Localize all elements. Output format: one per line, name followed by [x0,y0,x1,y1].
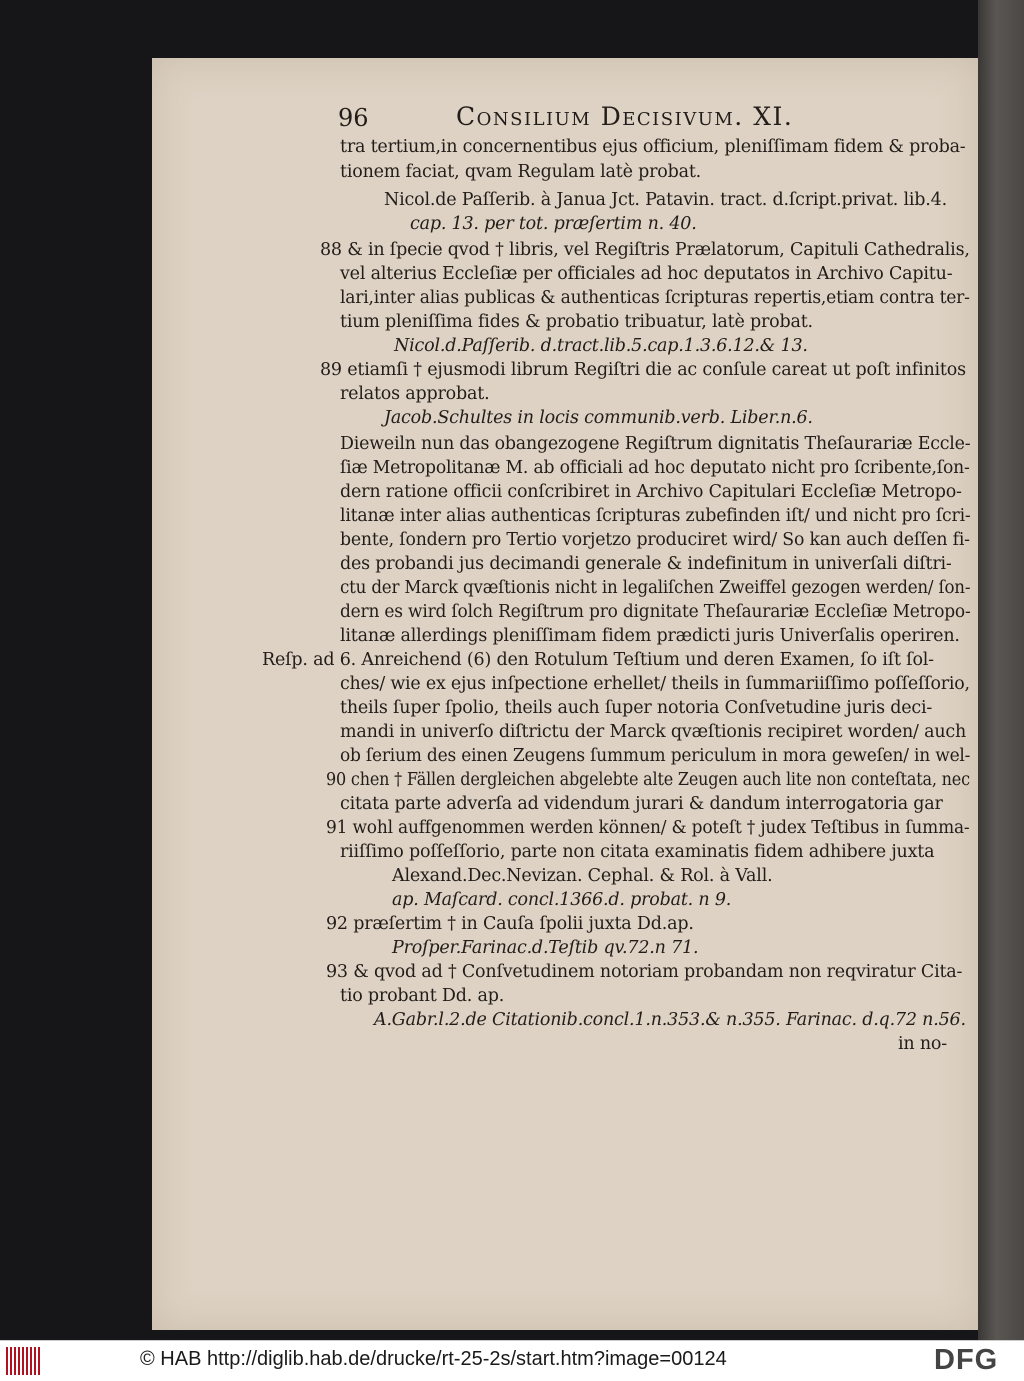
text-line: 88 & in ſpecie qvod † libris, vel Regiſtris Prælatorum, Capituli Cathedralis, [320,240,970,260]
text-line: 93 & qvod ad † Conſvetudinem notoriam probandam non reqviratur Cita- [326,962,963,982]
text-line: dern ratione officii conſcribiret in Archivo Capitulari Eccleſiæ Metropo- [340,482,962,502]
text-line: Proſper.Farinac.d.Teſtib qv.72.n 71. [392,938,699,958]
red-barcode-icon [6,1347,42,1375]
text-line: Dieweiln nun das obangezogene Regiſtrum dignitatis Theſaurariæ Eccle- [340,434,971,454]
text-line: Reſp. ad 6. Anreichend (6) den Rotulum Teſtium und deren Examen, ſo iſt ſol- [262,650,934,670]
text-line: ctu der Marck qvæſtionis nicht in legaliſchen Zweiffel gezogen werden/ ſon- [340,578,971,598]
text-line: cap. 13. per tot. præſertim n. 40. [410,214,697,234]
text-line: A.Gabr.l.2.de Citationib.concl.1.n.353.& n.355. Farinac. d.q.72 n.56. [374,1010,966,1030]
text-line: Nicol.d.Paſſerib. d.tract.lib.5.cap.1.3.6.12.& 13. [394,336,808,356]
text-line: relatos approbat. [340,384,490,404]
page-number: 96 [338,104,369,132]
text-line: litanæ allerdings pleniſſimam fidem prædicti juris Univerſalis operiren. [340,626,960,646]
text-line: dern es wird ſolch Regiſtrum pro dignitate Theſaurariæ Eccleſiæ Metropo- [340,602,971,622]
text-line: Nicol.de Paſſerib. à Janua Jct. Patavin. tract. d.ſcript.privat. lib.4. [384,190,947,210]
text-line: ches/ wie ex ejus inſpectione erhellet/ theils in ſummariiſſimo poſſeſſorio, [340,674,970,694]
text-line: Alexand.Dec.Nevizan. Cephal. & Rol. à Vall. [392,866,773,886]
dfg-logo: DFG [934,1344,999,1376]
text-line: ap. Maſcard. concl.1366.d. probat. n 9. [392,890,732,910]
text-line: 91 wohl auffgenommen werden können/ & poteſt † judex Teſtibus in ſumma- [326,818,970,838]
viewer-footer [0,1340,1024,1381]
text-line: litanæ inter alias authenticas ſcripturas zubefinden iſt/ und nicht pro ſcri- [340,506,971,526]
text-line: 89 etiamſi † ejusmodi librum Regiſtri die ac conſule careat ut poſt infinitos [320,360,966,380]
text-line: Jacob.Schultes in locis communib.verb. Liber.n.6. [384,408,813,428]
text-line: tra tertium,in concernentibus ejus officium, pleniſſimam fidem & proba- [340,137,966,157]
text-line: lari,inter alias publicas & authenticas ſcripturas repertis,etiam contra ter- [340,288,970,308]
text-line: 92 præſertim † in Cauſa ſpolii juxta Dd.ap. [326,914,694,934]
text-line: vel alterius Eccleſiæ per officiales ad hoc deputatos in Archivo Capitu- [340,264,953,284]
text-line: ſiæ Metropolitanæ M. ab officiali ad hoc deputato nicht pro ſcribente,ſon- [340,458,970,478]
text-line: mandi in univerſo diſtrictu der Marck qvæſtionis recipiret worden/ auch [340,722,967,742]
text-line: tionem faciat, qvam Regulam latè probat. [340,162,702,182]
adjacent-page-edge [978,0,1024,1340]
text-line: tio probant Dd. ap. [340,986,505,1006]
text-line: tium pleniſſima fides & probatio tribuatur, latè probat. [340,312,813,332]
text-line: theils ſuper ſpolio, theils auch ſuper notoria Conſvetudine juris deci- [340,698,933,718]
text-line: in no- [898,1034,947,1054]
text-line: 90 chen † Fällen dergleichen abgelebte alte Zeugen auch lite non conteſtata, nec [326,770,970,790]
text-line: riiſſimo poſſeſſorio, parte non citata examinatis fidem adhibere juxta [340,842,935,862]
text-line: ob ſerium des einen Zeugens ſummum periculum in mora geweſen/ in wel- [340,746,971,766]
text-line: des probandi jus decimandi generale & indefinitum in univerſali diſtri- [340,554,952,574]
citation-link[interactable]: © HAB http://diglib.hab.de/drucke/rt-25-2s/start.htm?image=00124 [140,1348,727,1370]
text-line: citata parte adverſa ad videndum jurari & dandum interrogatoria gar [340,794,943,814]
text-line: bente, ſondern pro Tertio vorjetzo produciret wird/ So kan auch deſſen fi- [340,530,970,550]
running-title: Consilium Decisivum. XI. [456,102,794,131]
